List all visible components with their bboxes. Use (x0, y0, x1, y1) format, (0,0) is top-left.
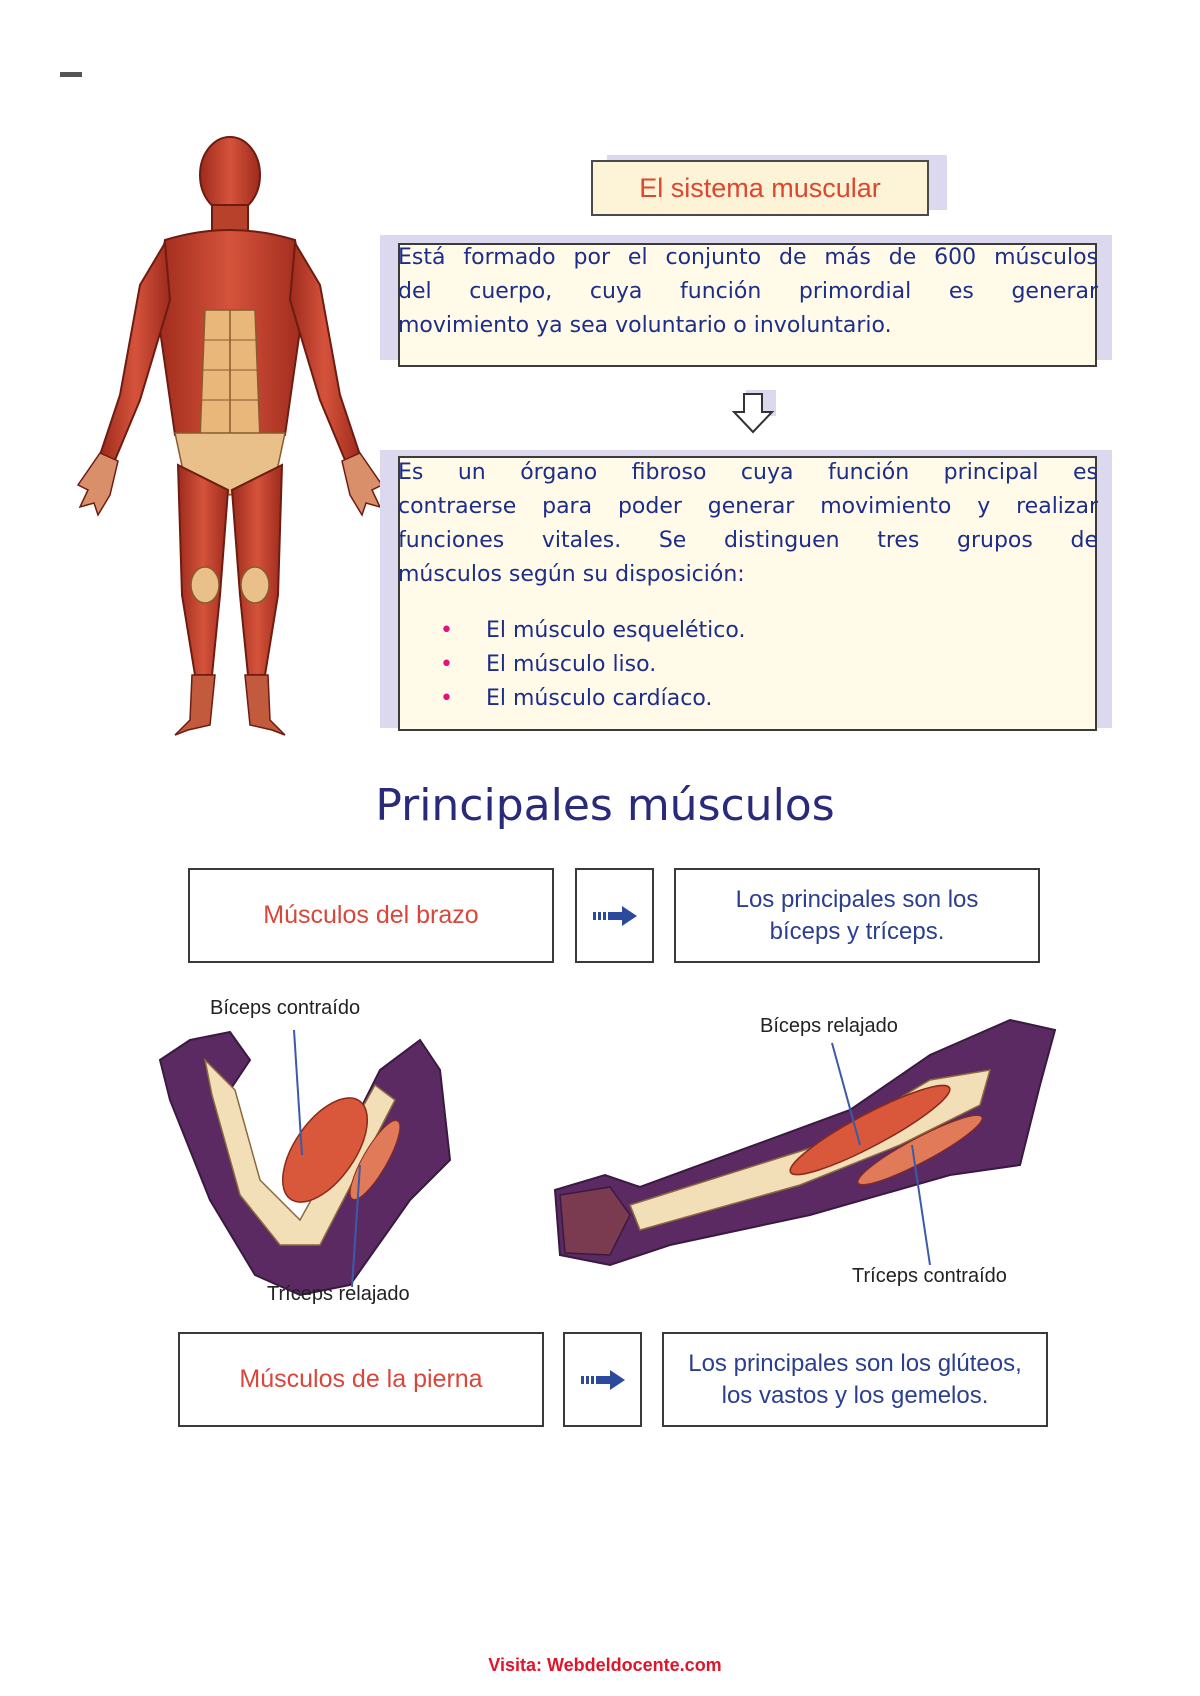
down-arrow-icon (728, 390, 784, 436)
definition-line: músculos según su disposición: (398, 562, 745, 587)
muscle-types-list (440, 614, 745, 716)
intro-paragraph (398, 241, 1098, 343)
muscular-body-illustration (70, 135, 390, 750)
bullet-dot-icon: • (440, 652, 453, 677)
list-item: • El músculo esquelético. (440, 614, 745, 648)
intro-line: Está formado por el conjunto de más de 600 músculos (398, 245, 1098, 270)
arm-description-box (674, 868, 1040, 963)
list-item: • El músculo cardíaco. (440, 682, 745, 716)
section-title: Principales músculos (375, 780, 835, 831)
leg-description-box (662, 1332, 1048, 1427)
intro-line: movimiento ya sea voluntario o involuntario. (398, 313, 892, 338)
pointer-lines (280, 1025, 380, 1295)
pointer-lines (820, 1040, 940, 1270)
arm-label: Músculos del brazo (263, 901, 479, 929)
definition-line: contraerse para poder generar movimiento y realizar (398, 494, 1098, 519)
list-item: • El músculo liso. (440, 648, 745, 682)
bullet-dot-icon: • (440, 686, 453, 711)
page-title: El sistema muscular (639, 172, 881, 203)
arm-description-line: bíceps y tríceps. (769, 917, 945, 945)
right-arrow-icon (593, 906, 637, 926)
footer-link[interactable]: Visita: Webdeldocente.com (488, 1655, 722, 1675)
biceps-contracted-label: Bíceps contraído (210, 997, 361, 1019)
extended-arm-illustration (550, 1015, 1060, 1285)
leg-description-line: los vastos y los gemelos. (721, 1381, 989, 1409)
arm-label-box (188, 868, 554, 963)
biceps-relaxed-label: Bíceps relajado (760, 1015, 898, 1037)
arm-arrow-box (575, 868, 654, 963)
triceps-relaxed-label: Tríceps relajado (267, 1283, 410, 1305)
definition-line: funciones vitales. Se distinguen tres grupos de (398, 528, 1098, 553)
definition-line: Es un órgano fibroso cuya función principal es (398, 460, 1098, 485)
bullet-dot-icon: • (440, 618, 453, 643)
leg-label: Músculos de la pierna (239, 1365, 483, 1393)
intro-line: del cuerpo, cuya función primordial es generar (398, 279, 1098, 304)
top-dash-mark (60, 72, 82, 77)
leg-description-line: Los principales son los glúteos, (688, 1349, 1022, 1377)
leg-arrow-box (563, 1332, 642, 1427)
leg-label-box (178, 1332, 544, 1427)
definition-paragraph (398, 456, 1098, 592)
arm-description-line: Los principales son los (735, 885, 979, 913)
triceps-contracted-label: Tríceps contraído (852, 1265, 1007, 1287)
page-title-box (591, 160, 929, 216)
right-arrow-icon (581, 1370, 625, 1390)
